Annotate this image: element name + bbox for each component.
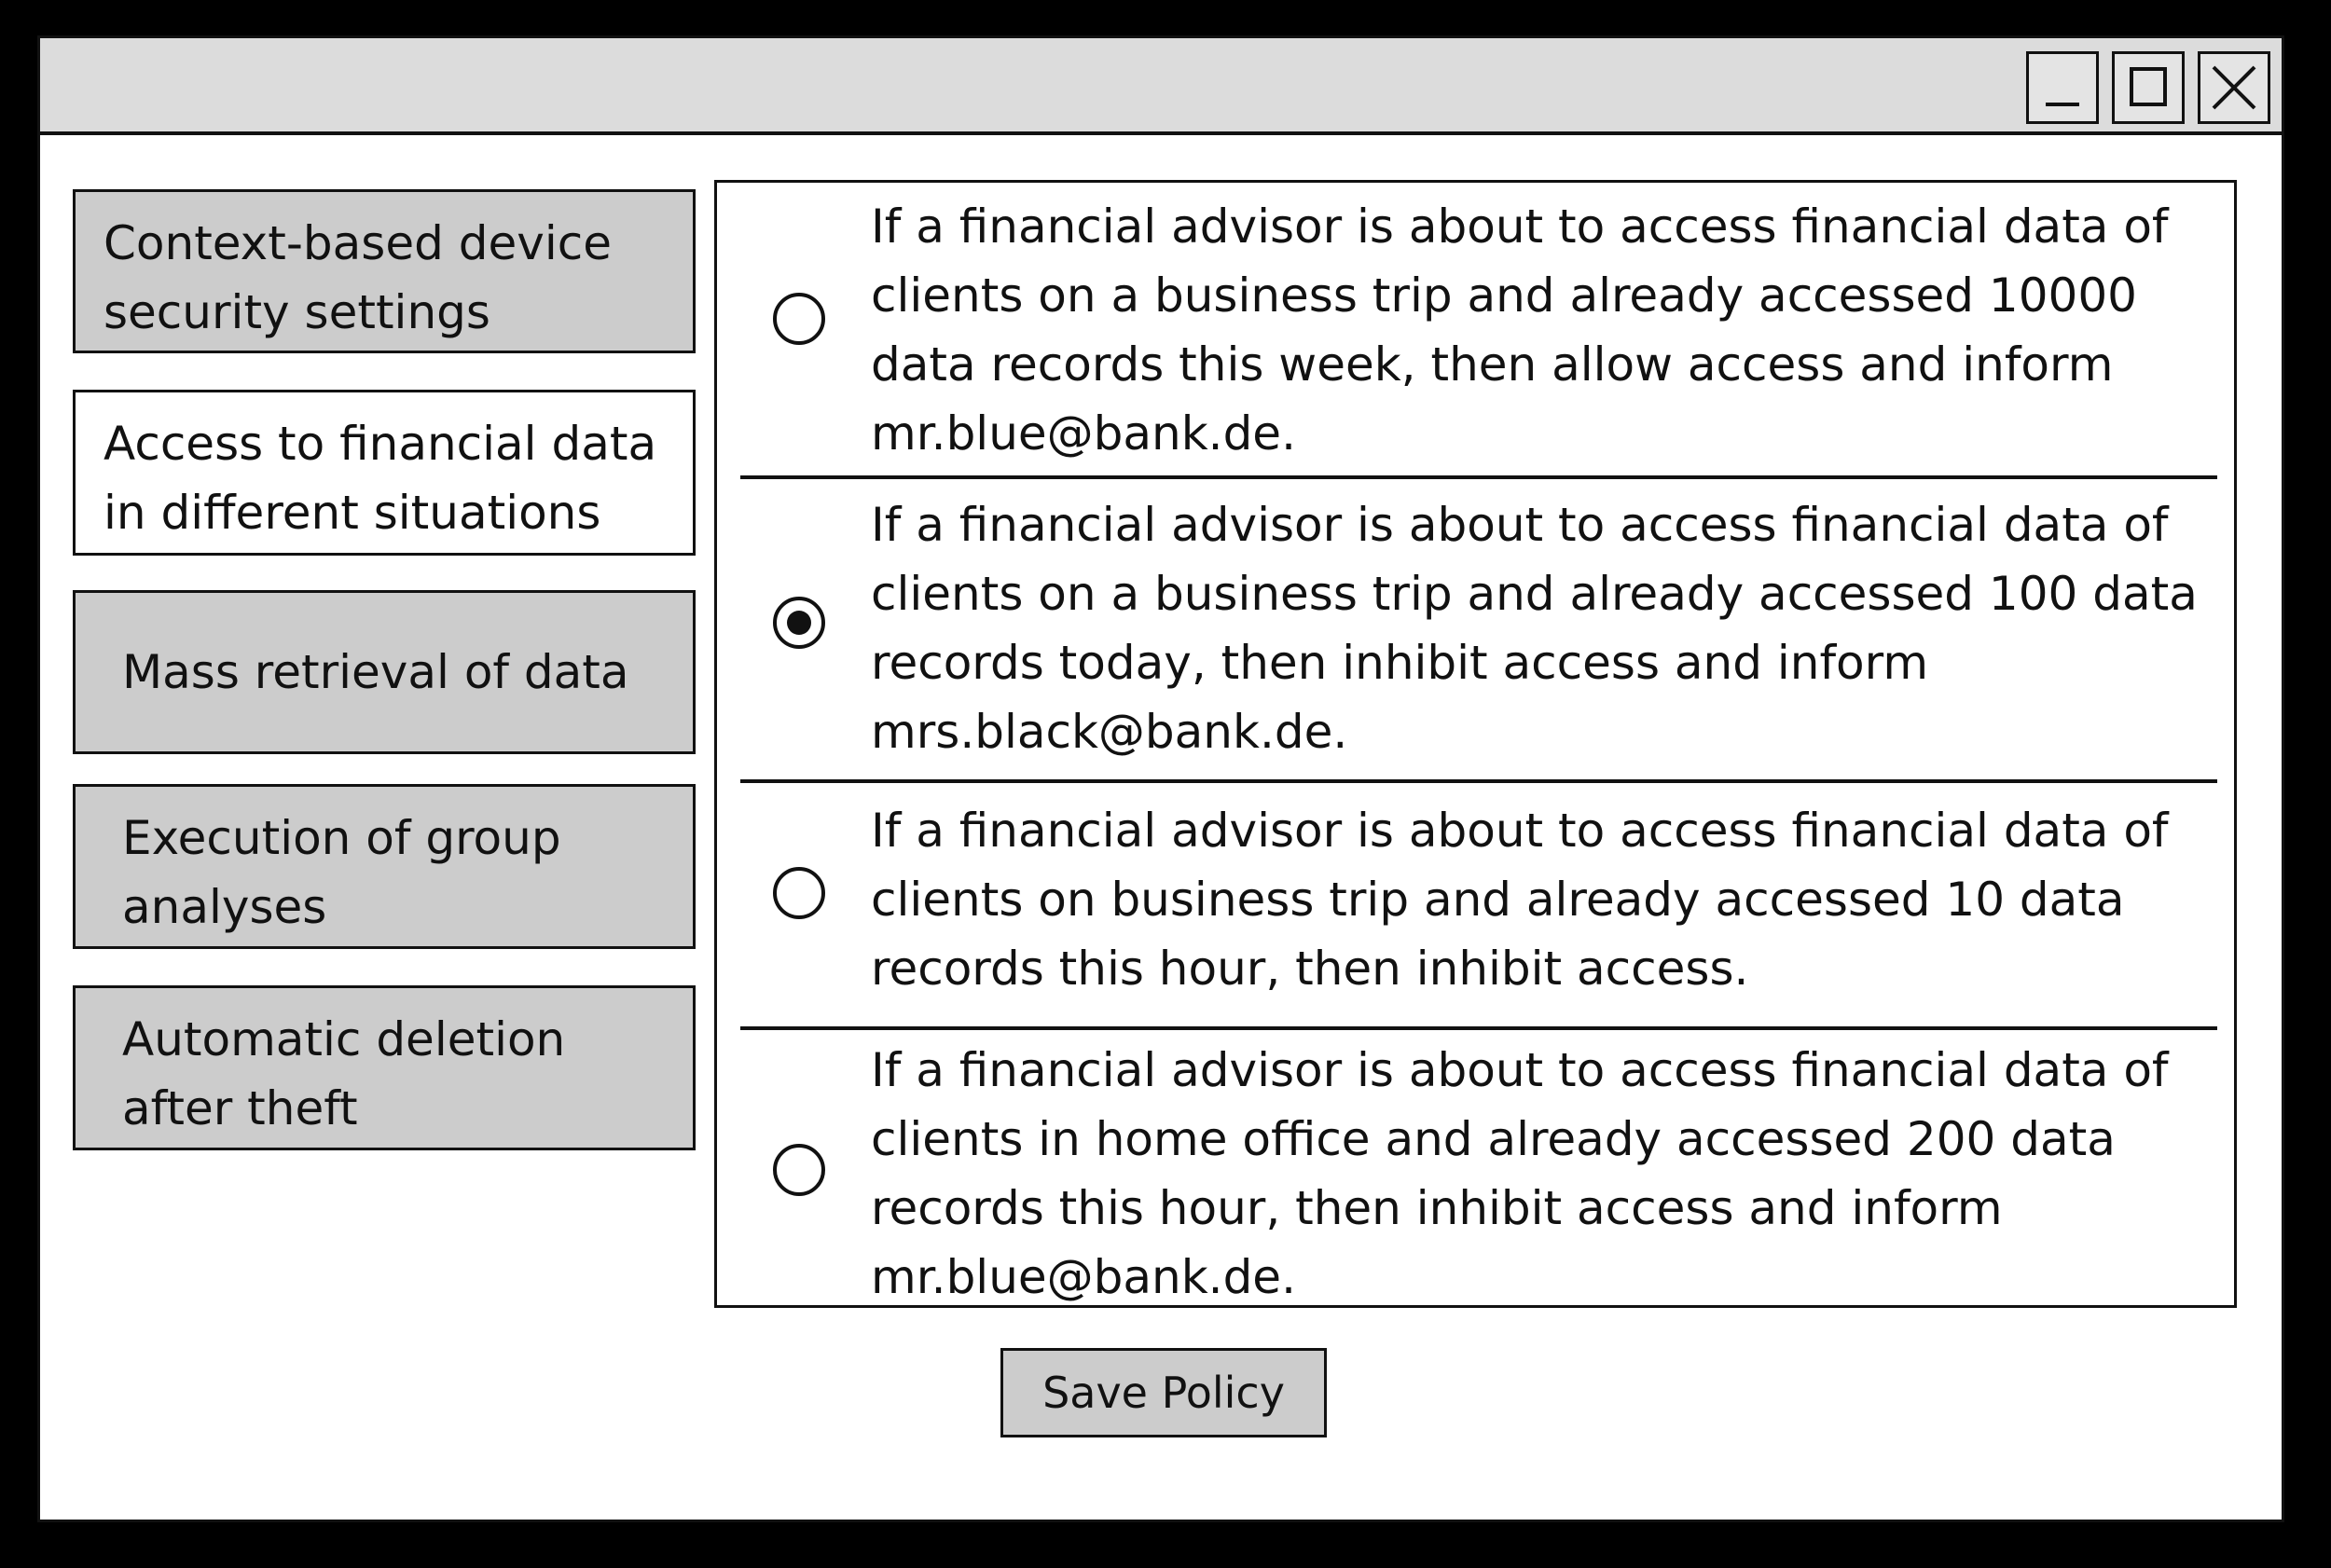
sidebar-item-label: Mass retrieval of data — [122, 645, 629, 699]
policy-text: If a financial advisor is about to access financial data of clients in home office and already accessed 200 data records this hour, then inhibit access and inform mr.blue@bank.de. — [871, 1043, 2169, 1304]
sidebar-item-label: Access to financial data in different situations — [103, 417, 657, 540]
maximize-icon — [2120, 60, 2176, 116]
policy-option[interactable] — [717, 183, 2234, 475]
policy-option[interactable] — [717, 1030, 2234, 1308]
sidebar-item-mass-retrieval[interactable] — [73, 590, 696, 754]
policy-radio[interactable] — [773, 1144, 825, 1196]
policy-text: If a financial advisor is about to access financial data of clients on a business trip and already accessed 10000 data records this week, then allow access and inform mr.blue@bank.de. — [871, 199, 2169, 461]
policy-text: If a financial advisor is about to access financial data of clients on business trip and already accessed 10 data records this hour, then inhibit access. — [871, 804, 2169, 996]
title-bar — [40, 38, 2282, 135]
policy-radio[interactable] — [773, 293, 825, 345]
policy-text: If a financial advisor is about to access financial data of clients on a business trip and already accessed 100 data records today, then inhibit access and inform mrs.black@bank.de. — [871, 498, 2198, 759]
maximize-button[interactable] — [2112, 51, 2185, 124]
policy-radio[interactable] — [773, 597, 825, 649]
sidebar-item-group-analyses[interactable] — [73, 784, 696, 949]
policy-radio[interactable] — [773, 867, 825, 919]
policy-option[interactable] — [717, 783, 2234, 1027]
sidebar-item-financial-data-access[interactable] — [73, 390, 696, 556]
minimize-icon — [2034, 60, 2090, 116]
sidebar-item-automatic-deletion[interactable] — [73, 985, 696, 1150]
close-button[interactable] — [2198, 51, 2270, 124]
minimize-button[interactable] — [2026, 51, 2099, 124]
app-window — [37, 35, 2284, 1522]
policy-option[interactable] — [717, 479, 2234, 779]
save-policy-button[interactable]: Save Policy — [1000, 1348, 1327, 1437]
sidebar-item-label: Automatic deletion after theft — [122, 1012, 566, 1135]
close-icon — [2206, 60, 2262, 116]
sidebar-item-label: Execution of group analyses — [122, 811, 561, 934]
sidebar-item-label: Context-based device security settings — [103, 216, 612, 339]
policy-options-panel — [714, 180, 2237, 1308]
sidebar-item-context-device-security[interactable] — [73, 189, 696, 353]
